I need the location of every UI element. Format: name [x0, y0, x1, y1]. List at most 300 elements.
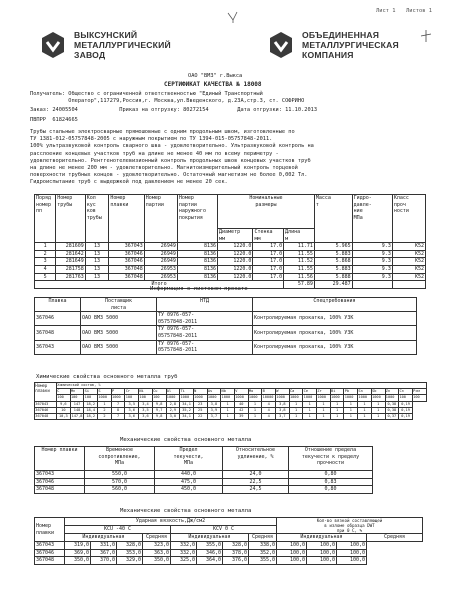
- sheet-col-ntd: НТД: [157, 298, 253, 312]
- company-line: ОАО "ВМЗ" г.Выкса: [188, 73, 243, 79]
- col-wall: Стенка мм: [253, 229, 284, 243]
- chem-factor-header: 1000: [276, 395, 290, 401]
- sheet-info-table: [34, 297, 417, 355]
- col-len: Длина м: [284, 229, 315, 243]
- table-cell: 13: [85, 265, 109, 273]
- mech-table: [34, 446, 373, 494]
- table-cell: 22: [193, 414, 207, 420]
- table-cell: 475,0: [155, 478, 223, 486]
- table-cell: 147,8: [71, 414, 83, 419]
- table-cell: 1: [303, 407, 317, 413]
- table-cell: 26949: [144, 258, 177, 266]
- col-mass: Масса т: [314, 195, 352, 243]
- chem-element-header: As: [207, 389, 221, 395]
- sheet-info-title: Информация о листовом прокате: [150, 286, 248, 292]
- chem-element-header: Sb: [371, 389, 385, 395]
- table-cell: 4: [262, 414, 276, 420]
- table-cell: 11.52: [284, 258, 315, 266]
- table-cell: 148: [70, 407, 84, 413]
- table-cell: ОАО ВМЗ 5000: [81, 312, 157, 326]
- table-cell: 323,0: [143, 542, 171, 550]
- chem-element-header: Si: [84, 389, 98, 395]
- table-cell: 1: [358, 401, 372, 407]
- table-cell: 3,0: [166, 414, 180, 420]
- table-cell: 34,1: [180, 401, 194, 407]
- chem-factor-header: 1000: [166, 395, 180, 401]
- table-cell: 1: [221, 401, 235, 407]
- table-cell: 331,0: [91, 542, 117, 550]
- table-cell: 367046: [35, 549, 65, 557]
- certificate-title: СЕРТИФИКАТ КАЧЕСТВА № 18008: [164, 81, 262, 88]
- table-cell: 1: [303, 414, 317, 420]
- handwritten-mark-right: [418, 28, 434, 44]
- chem-element-header: V: [234, 389, 248, 395]
- table-cell: 367048: [35, 414, 57, 420]
- table-cell: 1: [221, 414, 235, 420]
- table-cell: 281609: [56, 243, 86, 251]
- table-cell: 0,38: [385, 407, 399, 413]
- table-row: [35, 258, 426, 266]
- table-cell: 367048: [35, 557, 65, 565]
- table-cell: 9.3: [352, 265, 392, 273]
- chem-factor-header: 1000: [180, 395, 194, 401]
- table-row: [35, 486, 373, 494]
- table-cell: 4: [262, 401, 276, 407]
- table-cell: 5.883: [314, 250, 352, 258]
- table-cell: 26949: [144, 243, 177, 251]
- chem-factor-header: 100: [125, 395, 139, 401]
- table-cell: 100,0: [277, 542, 307, 550]
- sheet-col-spec: Спецтребования: [253, 298, 417, 312]
- chem-element-header: Ce: [303, 389, 317, 395]
- table-cell: 100,0: [337, 542, 367, 550]
- table-cell: 3,4: [139, 401, 153, 407]
- chem-factor-header: 1000: [330, 395, 344, 401]
- table-cell: 367048: [35, 486, 85, 494]
- table-cell: 3,8: [207, 401, 221, 407]
- table-cell: 367048: [109, 273, 144, 281]
- table-cell: 100,0: [277, 557, 307, 565]
- table-cell: 367046: [35, 407, 57, 413]
- table-cell: Контролируемая прокатка, 100% УЗК: [253, 326, 417, 340]
- chem-element-header: Рсм: [412, 389, 426, 395]
- sheet-col-supplier: Поставщик листа: [81, 298, 157, 312]
- table-cell: 3,6: [139, 414, 153, 420]
- table-cell: 1: [358, 407, 372, 413]
- table-cell: Контролируемая прокатка, 100% УЗК: [253, 312, 417, 326]
- shear-avg: Средняя: [367, 534, 423, 542]
- table-cell: 1: [248, 414, 262, 420]
- table-cell: 332,0: [171, 549, 197, 557]
- chem-element-header: Zr: [317, 389, 331, 395]
- chem-element-header: B: [262, 389, 276, 395]
- table-cell: 26949: [144, 250, 177, 258]
- mech-col-tensile: Временное сопротивление, МПа: [85, 447, 155, 471]
- table-cell: 5.965: [314, 243, 352, 251]
- chem-element-header: Mn: [70, 389, 84, 395]
- table-cell: 1: [330, 407, 344, 413]
- table-cell: 5.868: [314, 258, 352, 266]
- table-cell: 281758: [56, 265, 86, 273]
- chem-factor-header: 1000: [303, 395, 317, 401]
- chem-table: [34, 382, 427, 420]
- table-row: [35, 273, 426, 281]
- chem-factor-header: 100: [70, 395, 84, 401]
- table-cell: 329,0: [117, 557, 143, 565]
- table-cell: ТУ 0976-057- 05757848-2011: [157, 340, 253, 354]
- table-cell: 3,6: [125, 407, 139, 413]
- table-row: [35, 250, 426, 258]
- col-hydro: Гидро- давле- ние МПа: [352, 195, 392, 243]
- chem-element-header: Al: [166, 389, 180, 395]
- omk-logo-text: ОБЪЕДИНЕННАЯ МЕТАЛЛУРГИЧЕСКАЯ КОМПАНИЯ: [302, 30, 399, 60]
- mech-col-yield: Предел текучести, МПа: [155, 447, 223, 471]
- col-nominal: Номинальные размеры: [218, 195, 315, 229]
- table-cell: 9,7: [152, 407, 166, 413]
- table-cell: 0,19: [399, 401, 413, 407]
- table-cell: 10,3: [57, 414, 71, 420]
- chem-factor-header: 100: [412, 395, 426, 401]
- table-cell: 11.55: [284, 250, 315, 258]
- table-cell: 376,0: [223, 557, 249, 565]
- table-cell: 281642: [56, 250, 86, 258]
- table-cell: 34,1: [180, 414, 194, 420]
- table-cell: 35,2: [180, 407, 194, 413]
- chem-element-header: Sn: [358, 389, 372, 395]
- col-pipe: Номер трубы: [56, 195, 86, 243]
- kcu-avg: Средняя: [143, 534, 171, 542]
- table-row: [35, 471, 373, 479]
- sheet-count: Листов 1: [406, 8, 432, 14]
- table-cell: 100,0: [337, 549, 367, 557]
- chem-factor-header: 1000: [371, 395, 385, 401]
- table-cell: 18,2: [84, 401, 98, 407]
- kcv-avg: Средняя: [249, 534, 277, 542]
- chem-element-header: W: [276, 389, 290, 395]
- shear-ind: Индивидуальная: [277, 534, 367, 542]
- table-cell: 338,0: [249, 542, 277, 550]
- table-cell: 8136: [177, 273, 217, 281]
- table-cell: 9.3: [352, 243, 392, 251]
- table-cell: 0,83: [289, 478, 373, 486]
- table-cell: 25: [193, 407, 207, 413]
- mech-col-ratio: Отношение предела текучести к пределу прочности: [289, 447, 373, 471]
- chem-factor-header: 100: [139, 395, 153, 401]
- table-cell: 281763: [56, 273, 86, 281]
- table-cell: 367043: [35, 542, 65, 550]
- vmz-logo-icon: [38, 30, 68, 60]
- table-cell: 1220.0: [218, 258, 253, 266]
- chem-subtitle: Химический состав, %: [57, 383, 427, 389]
- table-row: [35, 414, 427, 420]
- table-cell: 0,37: [385, 414, 399, 420]
- table-cell: 17.0: [253, 258, 284, 266]
- table-cell: 1: [344, 401, 358, 407]
- table-cell: 17.0: [253, 265, 284, 273]
- impact-col-kcv: KCV 0 C: [171, 526, 277, 534]
- table-cell: 560,0: [85, 486, 155, 494]
- table-cell: 3,7: [276, 414, 290, 420]
- table-cell: 18,4: [84, 407, 98, 413]
- table-cell: 353,0: [117, 549, 143, 557]
- table-cell: 1: [289, 401, 303, 407]
- col-class: Класс проч ности: [392, 195, 425, 243]
- table-row: [35, 478, 373, 486]
- chem-element-header: S: [98, 389, 112, 395]
- table-cell: 23: [193, 401, 207, 407]
- chem-element-header: Ca: [289, 389, 303, 395]
- table-cell: 0,80: [289, 471, 373, 479]
- table-cell: 1: [98, 401, 112, 407]
- chem-col-heat: Номер плавки: [35, 383, 57, 402]
- table-row: [35, 243, 426, 251]
- table-cell: 100,0: [307, 542, 337, 550]
- table-cell: 13: [85, 250, 109, 258]
- table-cell: 0,19: [399, 414, 413, 420]
- chem-element-header: Cэ: [399, 389, 413, 395]
- chem-element-header: P: [111, 389, 125, 395]
- description-block: Трубы стальные электросварные прямошовные с одним продольным швом, изготовленные по ТУ 1381-012-05757848-2005 с наружным покрытием по ТУ 1394-015-05757848-2011. 100% ультразвуковой контроль сварного шва - удовлетворительно. Ультразвуковой контроль на расслоение концевых участков труб на длине не менее 40 мм по всему периметру - удовлетворительно. Рентгенотелевизионный контроль продольных швов концевых участков труб на длине не менее 200 мм - удовлетворительно. Магнитоизмерительный контроль торцевой поверхности трубных концов - удовлетворительно. Остаточный магнетизм не более 0,002 Тл. Гидроиспытание труб с выдержкой под давлением не менее 20 сек.: [30, 129, 314, 186]
- table-cell: 350,0: [143, 557, 171, 565]
- chem-element-header: Ni: [139, 389, 153, 395]
- table-cell: 8: [111, 407, 125, 413]
- chem-factor-header: 100: [57, 395, 71, 401]
- table-cell: 9,8: [152, 401, 166, 407]
- table-cell: 42: [234, 407, 248, 413]
- table-cell: 9.3: [352, 273, 392, 281]
- table-cell: 1: [371, 401, 385, 407]
- table-cell: 328,0: [117, 542, 143, 550]
- chem-factor-header: 1000: [344, 395, 358, 401]
- mech-title: Механические свойства основного металла: [120, 437, 252, 443]
- chem-element-header: Ti: [180, 389, 194, 395]
- table-cell: 352,0: [249, 549, 277, 557]
- chem-element-header: C: [57, 389, 71, 395]
- table-cell: 1: [371, 414, 385, 420]
- chem-factor-header: 100: [84, 395, 98, 401]
- table-cell: 18,2: [84, 414, 98, 420]
- table-cell: 13: [85, 258, 109, 266]
- table-cell: 17.0: [253, 273, 284, 281]
- table-cell: 11.56: [284, 273, 315, 281]
- chem-element-header: Mo: [248, 389, 262, 395]
- table-cell: 13: [85, 273, 109, 281]
- table-cell: 367046: [109, 258, 144, 266]
- table-cell: 1: [289, 407, 303, 413]
- table-cell: 3,5: [139, 407, 153, 413]
- handwritten-mark: [226, 10, 240, 24]
- impact-group-header: Ударная вязкость,Дж/см2: [65, 518, 277, 526]
- table-cell: 7: [111, 401, 125, 407]
- table-cell: 1: [330, 401, 344, 407]
- table-cell: 5: [35, 273, 56, 281]
- impact-col-shear: Кол-во вязкой составляющей в изломе образца DWT при 0 C, %: [277, 518, 423, 534]
- table-cell: 1: [35, 243, 56, 251]
- kcv-ind: Индивидуальная: [171, 534, 249, 542]
- table-cell: 363,0: [143, 549, 171, 557]
- table-cell: 3,6: [125, 414, 139, 420]
- table-cell: 11.71: [284, 243, 315, 251]
- table-cell: 1: [221, 407, 235, 413]
- table-cell: 1: [317, 401, 331, 407]
- table-row: [35, 265, 426, 273]
- table-cell: 17.0: [253, 250, 284, 258]
- table-cell: 1220.0: [218, 243, 253, 251]
- table-cell: 3,5: [125, 401, 139, 407]
- table-cell: 26953: [144, 273, 177, 281]
- table-cell: 281649: [56, 258, 86, 266]
- table-cell: К52: [392, 243, 425, 251]
- table-cell: 4: [262, 407, 276, 413]
- table-cell: 367043: [35, 340, 81, 354]
- chem-factor-header: 1000: [111, 395, 125, 401]
- table-cell: 3,8: [276, 407, 290, 413]
- total-label: Итого: [35, 281, 284, 289]
- total-length: 57.89: [284, 281, 315, 289]
- table-cell: Контролируемая прокатка, 100% УЗК: [253, 340, 417, 354]
- table-cell: 370,0: [91, 557, 117, 565]
- table-cell: 367,0: [91, 549, 117, 557]
- table-cell: 8136: [177, 243, 217, 251]
- table-cell: К52: [392, 265, 425, 273]
- table-cell: 369,0: [65, 549, 91, 557]
- table-cell: 355,0: [249, 557, 277, 565]
- table-row: [35, 549, 423, 557]
- chem-factor-header: 1000: [193, 395, 207, 401]
- table-row: [35, 340, 417, 354]
- table-cell: 10: [57, 407, 71, 413]
- sheet-number: Лист 1: [376, 8, 396, 14]
- chem-element-header: Cr: [125, 389, 139, 395]
- table-cell: ОАО ВМЗ 5000: [81, 326, 157, 340]
- table-cell: 3,9: [207, 407, 221, 413]
- table-cell: 2: [98, 407, 112, 413]
- table-cell: 0,19: [399, 407, 413, 413]
- chem-factor-header: 10000: [262, 395, 276, 401]
- mech-col-heat: Номер плавки: [35, 447, 85, 471]
- table-cell: 3,8: [276, 401, 290, 407]
- recipient-line-2: Оператор",117279,Россия,г. Москва,ул.Введенского, д.23А,стр.3, ст. СОФРИНО: [30, 98, 305, 104]
- table-cell: 0,80: [289, 486, 373, 494]
- table-cell: К52: [392, 258, 425, 266]
- table-cell: 1: [344, 407, 358, 413]
- table-cell: 367046: [35, 312, 81, 326]
- chem-element-header: N: [193, 389, 207, 395]
- chem-factor-header: 1000: [234, 395, 248, 401]
- impact-col-heat: Номер плавки: [35, 518, 65, 542]
- table-cell: 7: [111, 414, 125, 420]
- chem-element-header: Pb: [344, 389, 358, 395]
- chem-element-header: Cu: [152, 389, 166, 395]
- impact-col-kcu: KCU -40 C: [65, 526, 171, 534]
- table-row: [35, 312, 417, 326]
- table-cell: 1: [303, 401, 317, 407]
- table-cell: К52: [392, 273, 425, 281]
- table-cell: 17.0: [253, 243, 284, 251]
- chem-element-header: Nb: [221, 389, 235, 395]
- table-cell: 13: [85, 243, 109, 251]
- table-cell: 100,0: [337, 557, 367, 565]
- table-cell: 1220.0: [218, 265, 253, 273]
- vmz-logo-text: ВЫКСУНСКИЙ МЕТАЛЛУРГИЧЕСКИЙ ЗАВОД: [74, 30, 171, 60]
- col-batch: Номер партии: [144, 195, 177, 243]
- table-cell: ТУ 0976-057- 05757848-2011: [157, 326, 253, 340]
- table-cell: ОАО ВМЗ 5000: [81, 340, 157, 354]
- chem-factor-header: 1000: [248, 395, 262, 401]
- table-cell: 22,5: [223, 478, 289, 486]
- table-cell: 1: [317, 414, 331, 420]
- chem-title: Химические свойства основного металла труб: [36, 374, 178, 380]
- table-cell: 367043: [35, 471, 85, 479]
- table-cell: 350,0: [65, 557, 91, 565]
- table-cell: 1220.0: [218, 250, 253, 258]
- chem-factor-header: 1000: [358, 395, 372, 401]
- chem-factor-header: 100: [152, 395, 166, 401]
- table-cell: 1: [248, 407, 262, 413]
- table-row: [35, 557, 423, 565]
- order-line: Заказ: 24005504 Приказ на отгрузку: 80272154 Дата отгрузки: 11.10.2013: [30, 107, 318, 113]
- table-cell: 1: [358, 414, 372, 420]
- table-cell: 1: [330, 414, 344, 420]
- table-cell: 8136: [177, 258, 217, 266]
- table-cell: 3: [35, 258, 56, 266]
- col-n: Поряд номер пп: [35, 195, 56, 243]
- kcu-ind: Индивидуальная: [65, 534, 143, 542]
- col-heat: Номер плавки: [109, 195, 144, 243]
- table-cell: 332,0: [171, 542, 197, 550]
- table-cell: 367043: [35, 401, 57, 407]
- table-cell: 1: [317, 407, 331, 413]
- chem-factor-header: 1000: [317, 395, 331, 401]
- table-cell: 0,38: [385, 401, 399, 407]
- table-cell: 5.888: [314, 273, 352, 281]
- table-cell: 325,0: [171, 557, 197, 565]
- table-cell: 5.883: [314, 265, 352, 273]
- table-cell: 1220.0: [218, 273, 253, 281]
- table-cell: 364,0: [197, 557, 223, 565]
- impact-title: Механические свойства основного металла: [120, 508, 252, 514]
- total-mass: 29.487: [314, 281, 352, 289]
- table-cell: 4: [35, 265, 56, 273]
- table-cell: 319,0: [65, 542, 91, 550]
- table-cell: 1: [289, 414, 303, 420]
- chem-element-header: Zn: [385, 389, 399, 395]
- table-cell: 440,0: [155, 471, 223, 479]
- table-cell: 24,0: [223, 471, 289, 479]
- table-cell: 367048: [109, 265, 144, 273]
- table-cell: 8136: [177, 250, 217, 258]
- omk-logo-icon: [266, 30, 296, 60]
- table-cell: 9.3: [352, 250, 392, 258]
- chem-factor-header: 1000: [289, 395, 303, 401]
- table-cell: 40: [234, 401, 248, 407]
- table-cell: 378,0: [223, 549, 249, 557]
- table-cell: 367046: [109, 250, 144, 258]
- table-cell: 550,0: [85, 471, 155, 479]
- chem-factor-header: 1000: [385, 395, 399, 401]
- table-cell: 367043: [109, 243, 144, 251]
- table-cell: 367048: [35, 326, 81, 340]
- table-cell: 9,8: [152, 414, 166, 420]
- table-cell: К52: [392, 250, 425, 258]
- impact-table: [34, 517, 423, 565]
- sheet-col-heat: Плавка: [35, 298, 81, 312]
- chem-factor-header: 100: [399, 395, 413, 401]
- col-diam: Диаметр мм: [218, 229, 253, 243]
- table-cell: 100,0: [277, 549, 307, 557]
- chem-factor-header: 1000: [98, 395, 112, 401]
- wagon-line: ПВПРР 61824665: [30, 117, 78, 123]
